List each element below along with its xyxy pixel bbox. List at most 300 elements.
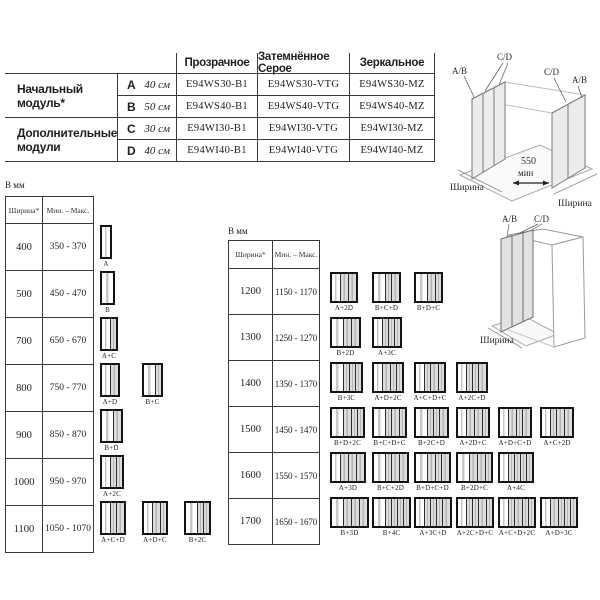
width-row-1400 (229, 360, 319, 406)
glass-panel-a (458, 409, 466, 436)
glass-panel-d (439, 409, 447, 436)
width-table-header (6, 197, 93, 223)
glass-panel-d (466, 409, 474, 436)
glass-panel-b (416, 454, 427, 481)
glass-panel-b (416, 409, 427, 436)
glass-panel-b (374, 409, 385, 436)
width-table-header (229, 241, 319, 268)
product-code: E94WI30-B1 (176, 118, 257, 140)
glass-panel-a (500, 454, 508, 481)
module-combo-A+2D (330, 272, 358, 312)
module-combo-B+C+D (372, 272, 401, 312)
glass-panel-d (356, 454, 364, 481)
combo-label: B+3D (340, 529, 359, 537)
glass-panel-c (116, 457, 122, 487)
glass-panel-c (403, 499, 409, 526)
glass-panel-c (110, 319, 116, 349)
combo-icon (372, 497, 411, 528)
product-code: E94WI40-MZ (349, 140, 435, 162)
min-max-range: 1350 - 1370 (274, 378, 318, 389)
module-combo-A+D (100, 363, 120, 406)
width-row-400 (6, 223, 93, 270)
combo-label: B+C (145, 398, 160, 406)
glass-panel-d (514, 499, 522, 526)
module-combo-B+2D (330, 317, 361, 357)
combo-label: B+2C+D (418, 439, 445, 447)
combo-label: B+C+D (374, 304, 399, 312)
width-value: 1000 (6, 459, 43, 505)
group-label-additional-modules: Дополнительные модули (5, 118, 117, 162)
combo-label: A+3D (338, 484, 358, 492)
combo-icon (372, 317, 402, 348)
module-combo-A+2C+D+C (456, 497, 494, 537)
combo-icon (100, 409, 123, 443)
corner-enclosure-diagram (450, 42, 600, 212)
module-row-c (117, 118, 176, 140)
glass-panel-d (340, 274, 348, 301)
combo-icon (372, 452, 409, 483)
glass-panel-d (442, 499, 450, 526)
module-combo-B+2C+D (414, 407, 449, 447)
combo-label: A+2D (334, 304, 354, 312)
combo-icon (414, 497, 452, 528)
glass-panel-c (526, 454, 532, 481)
combo-icon (372, 407, 407, 438)
width-table-rows (229, 268, 319, 544)
glass-panel-c (203, 503, 209, 533)
column-header-transparent: Прозрачное (176, 53, 257, 74)
glass-panel-a (374, 364, 382, 391)
glass-panel-a (542, 409, 550, 436)
width-value: 1200 (229, 269, 273, 314)
combo-label: A+2D+C (459, 439, 487, 447)
combo-label: B+C+D+C (373, 439, 406, 447)
min-max-range: 1250 - 1270 (274, 332, 318, 343)
combo-icon (330, 362, 363, 393)
combo-label: A+C (101, 352, 117, 360)
module-combo-B+D+C (414, 272, 443, 312)
module-size: 40 см (144, 144, 171, 157)
glass-panel-d (343, 319, 351, 346)
glass-panel-b (416, 274, 427, 301)
module-combo-B+D+C+D (414, 452, 451, 492)
combo-label: A+3C (378, 349, 396, 357)
combo-icon (330, 407, 365, 438)
glass-panel-b (332, 499, 343, 526)
module-combo-A+C+D (100, 501, 126, 544)
glass-panel-a (332, 274, 340, 301)
combo-label: B+2C (188, 536, 207, 544)
leader-line (499, 63, 508, 85)
column-header-tinted-grey: Затемнённое Серое (257, 53, 349, 74)
combo-label: A+4C (507, 484, 525, 492)
glass-panel-d (474, 409, 482, 436)
combo-icon (100, 225, 112, 259)
combo-icon (456, 407, 490, 438)
glass-panel-d (427, 454, 435, 481)
module-combo-B+3C (330, 362, 363, 402)
combo-label: A+C+D+2C (498, 529, 536, 537)
unit-label-mm: В мм (228, 226, 248, 236)
module-combo-A+3C (372, 317, 402, 357)
combo-label: B+D+2C (334, 439, 361, 447)
product-code: E94WS30-MZ (349, 74, 435, 96)
combo-label: B+D (104, 444, 119, 452)
combo-icon (498, 452, 534, 483)
module-combo-B+C+2D (372, 452, 409, 492)
width-value: 1600 (229, 453, 273, 498)
glass-panel-c (570, 499, 576, 526)
combo-label: A+C+D+C (413, 394, 447, 402)
width-row-1100 (6, 505, 93, 552)
module-combo-A+C (100, 317, 118, 360)
glass-panel-c (482, 409, 488, 436)
module-size: 50 см (144, 100, 171, 113)
combo-label: A+C+2D (543, 439, 571, 447)
width-table-large (228, 240, 320, 545)
glass-panel-d (427, 274, 435, 301)
combo-label: A+2C+D+C (456, 529, 494, 537)
product-code: E94WI30-MZ (349, 118, 435, 140)
glass-panel-a (102, 227, 110, 257)
glass-panel-d (508, 409, 516, 436)
leader-line (464, 76, 474, 97)
glass-panel-c (394, 319, 400, 346)
column-header-mirror: Зеркальное (349, 53, 435, 74)
module-combo-B+C (142, 363, 163, 406)
combo-label: A+D+2C (374, 394, 402, 402)
combo-icon (414, 362, 446, 393)
module-combo-A+2C (100, 455, 124, 498)
combo-icon (456, 497, 494, 528)
module-combo-A+D+2C (372, 362, 404, 402)
module-combo-B+C+D+C (372, 407, 407, 447)
width-label-left: Ширина (450, 183, 484, 193)
min-max-range: 950 - 970 (49, 477, 87, 487)
glass-panel-a (458, 499, 466, 526)
combo-label: B+D+C (416, 304, 441, 312)
unit-label-mm: В мм (5, 180, 25, 190)
glass-panel-d (550, 499, 558, 526)
glass-panel-d (116, 503, 124, 533)
combo-icon (184, 501, 211, 535)
module-combo-A+C+2D (540, 407, 574, 447)
combo-label: A+D+C+D (498, 439, 532, 447)
combo-label: A+2C+D (458, 394, 486, 402)
glass-panel-b (102, 411, 113, 441)
combo-label: A+D+C (143, 536, 167, 544)
product-code: E94WI40-B1 (176, 140, 257, 162)
combo-label: A+3C+D (419, 529, 447, 537)
width-row-1600 (229, 452, 319, 498)
module-combo-B+D (100, 409, 123, 452)
label-cd-left: C/D (497, 52, 513, 62)
combo-icon (100, 317, 118, 351)
glass-panel-b (332, 319, 343, 346)
module-row-a (117, 74, 176, 96)
combo-label: B+2D+C (461, 484, 488, 492)
glass-panel-d (351, 319, 359, 346)
label-ab-left: A/B (452, 66, 468, 76)
combo-label: A (103, 260, 109, 268)
header-width: Ширина* (229, 241, 273, 268)
glass-panel-d (359, 499, 367, 526)
combo-label: B+C+2D (377, 484, 404, 492)
width-row-1200 (229, 268, 319, 314)
combo-label: A+D (102, 398, 118, 406)
glass-panel-b (332, 364, 343, 391)
combo-icon (540, 497, 578, 528)
module-combo-A+4C (498, 452, 534, 492)
width-value: 1500 (229, 407, 273, 452)
label-cd-right: C/D (544, 67, 560, 77)
glass-panel-d (152, 503, 160, 533)
width-value: 1300 (229, 315, 273, 360)
combo-icon (456, 452, 493, 483)
module-row-b (117, 96, 176, 118)
combo-icon (330, 452, 366, 483)
width-row-500 (6, 270, 93, 317)
min-max-range: 650 - 670 (49, 336, 87, 346)
product-code: E94WI30-VTG (257, 118, 349, 140)
glass-panel-c (155, 365, 161, 395)
glass-panel-c (399, 409, 405, 436)
glass-panel-d (478, 499, 486, 526)
glass-panel-a (500, 409, 508, 436)
module-combo-A+3D (330, 452, 366, 492)
combo-icon (100, 271, 115, 305)
combo-icon (372, 272, 401, 303)
width-row-1300 (229, 314, 319, 360)
glass-panel-d (441, 454, 449, 481)
glass-panel-d (348, 274, 356, 301)
width-value: 800 (6, 365, 43, 411)
glass-panel-a (102, 319, 110, 349)
glass-panel-d (564, 409, 572, 436)
combo-icon (498, 497, 536, 528)
leader-line (578, 86, 582, 98)
width-table-small (5, 196, 94, 553)
width-label: Ширина (480, 336, 514, 346)
glass-wall (501, 230, 533, 332)
min-max-range: 1150 - 1170 (275, 286, 317, 297)
glass-panel-d (391, 454, 399, 481)
combo-icon (456, 362, 488, 393)
module-combo-B+D+2C (330, 407, 365, 447)
glass-panel-a (416, 364, 424, 391)
width-label-right: Ширина (558, 199, 592, 209)
width-row-800 (6, 364, 93, 411)
module-combo-A+2D+C (456, 407, 490, 447)
width-value: 1400 (229, 361, 273, 406)
glass-panel-b (374, 274, 385, 301)
glass-panel-b (144, 365, 155, 395)
glass-panel-d (113, 411, 121, 441)
module-combo-A+D+3C (540, 497, 578, 537)
combo-icon (414, 272, 443, 303)
glass-panel-d (556, 409, 564, 436)
combo-icon (330, 272, 358, 303)
glass-panel-a (144, 503, 152, 533)
module-combo-A+C+D+C (414, 362, 446, 402)
label-cd: C/D (534, 214, 550, 224)
glass-panel-c (438, 364, 444, 391)
combo-label: B+3C (337, 394, 356, 402)
product-code: E94WS30-B1 (176, 74, 257, 96)
product-code: E94WS40-B1 (176, 96, 257, 118)
glass-panel-d (340, 454, 348, 481)
combo-label: B (105, 306, 110, 314)
product-code-table (5, 53, 435, 162)
width-value: 1100 (6, 506, 43, 552)
combo-label: A+D+3C (545, 529, 573, 537)
glass-panel-b (332, 409, 343, 436)
width-table-rows (6, 223, 93, 552)
glass-panel-d (382, 364, 390, 391)
combo-label: B+2D (336, 349, 355, 357)
module-letter: B (127, 99, 136, 114)
glass-panel-d (391, 274, 399, 301)
width-value: 900 (6, 412, 43, 458)
module-row-d (117, 140, 176, 162)
min-max-range: 1550 - 1570 (274, 470, 318, 481)
label-ab: A/B (502, 214, 518, 224)
glass-panel-d (399, 454, 407, 481)
module-size: 40 см (144, 78, 171, 91)
glass-panel-d (477, 454, 485, 481)
glass-panel-a (102, 365, 110, 395)
dim-550: 550 (521, 156, 536, 167)
width-row-700 (6, 317, 93, 364)
combo-icon (100, 501, 126, 535)
width-row-900 (6, 411, 93, 458)
glass-panel-a (102, 503, 110, 533)
min-max-range: 1650 - 1670 (274, 516, 318, 527)
width-value: 500 (6, 271, 43, 317)
combo-label: A+C+D (101, 536, 125, 544)
glass-panel-b (374, 499, 385, 526)
glass-panel-d (522, 409, 530, 436)
module-combo-A (100, 225, 112, 268)
module-combo-B (100, 271, 115, 314)
combo-icon (142, 501, 168, 535)
glass-panel-b (374, 454, 385, 481)
product-code: E94WS30-VTG (257, 74, 349, 96)
glass-panel-c (396, 364, 402, 391)
glass-panel-d (391, 409, 399, 436)
box-side (552, 237, 585, 347)
glass-panel-d (343, 409, 351, 436)
module-letter: A (127, 77, 136, 92)
glass-panel-c (485, 454, 491, 481)
module-combo-B+2D+C (456, 452, 493, 492)
table-corner-cell (5, 53, 176, 74)
label-ab-right: A/B (572, 75, 588, 85)
product-code: E94WS40-VTG (257, 96, 349, 118)
glass-panel-d (110, 365, 118, 395)
min-max-range: 850 - 870 (49, 430, 87, 440)
glass-panel-a (374, 319, 382, 346)
width-row-1500 (229, 406, 319, 452)
header-min-max: Мин. – Макс. (274, 250, 318, 259)
module-combo-A+D+C+D (498, 407, 532, 447)
glass-panel-d (478, 364, 486, 391)
product-code: E94WI40-VTG (257, 140, 349, 162)
glass-panel-a (332, 454, 340, 481)
glass-panel-b (102, 273, 113, 303)
single-wall-diagram (478, 212, 600, 352)
glass-panel-a (500, 499, 508, 526)
width-row-1000 (6, 458, 93, 505)
header-min-max: Мин. – Макс. (46, 205, 90, 215)
dim-min: мин (518, 168, 534, 178)
min-max-range: 450 - 470 (49, 289, 87, 299)
glass-panel-a (542, 499, 550, 526)
width-value: 1700 (229, 499, 273, 544)
combo-label: A+2C (103, 490, 121, 498)
glass-panel-c (528, 499, 534, 526)
combo-label: B+4C (382, 529, 401, 537)
glass-panel-c (486, 499, 492, 526)
combo-label: B+D+C+D (416, 484, 449, 492)
module-combo-A+3C+D (414, 497, 452, 537)
glass-panel-d (343, 499, 351, 526)
module-combo-A+C+D+2C (498, 497, 536, 537)
width-value: 700 (6, 318, 43, 364)
glass-panel-a (416, 499, 424, 526)
module-combo-B+2C (184, 501, 211, 544)
module-combo-B+4C (372, 497, 411, 537)
glass-panel-a (102, 457, 110, 487)
combo-icon (540, 407, 574, 438)
combo-icon (372, 362, 404, 393)
module-combo-A+D+C (142, 501, 168, 544)
min-max-range: 750 - 770 (49, 383, 87, 393)
glass-panel-d (348, 454, 356, 481)
glass-panel-d (351, 499, 359, 526)
combo-icon (100, 363, 120, 397)
combo-icon (330, 497, 369, 528)
glass-panel-c (435, 274, 441, 301)
group-label-initial-module: Начальный модуль* (5, 74, 117, 118)
glass-panel-b (458, 454, 469, 481)
product-code: E94WS40-MZ (349, 96, 435, 118)
min-max-range: 1050 - 1070 (45, 524, 91, 534)
module-size: 30 см (144, 122, 171, 135)
header-width: Ширина* (6, 197, 43, 223)
glass-panel-c (357, 409, 363, 436)
module-combo-A+2C+D (456, 362, 488, 402)
min-max-range: 350 - 370 (49, 242, 87, 252)
glass-panel-c (160, 503, 166, 533)
width-row-1700 (229, 498, 319, 544)
combo-icon (100, 455, 124, 489)
module-letter: C (127, 121, 136, 136)
combo-icon (414, 452, 451, 483)
combo-icon (142, 363, 163, 397)
width-value: 400 (6, 224, 43, 270)
glass-panel-a (458, 364, 466, 391)
combo-icon (330, 317, 361, 348)
combo-icon (414, 407, 449, 438)
glass-panel-d (430, 364, 438, 391)
glass-panel-d (469, 454, 477, 481)
combo-icon (498, 407, 532, 438)
module-combo-B+3D (330, 497, 369, 537)
glass-panel-b (186, 503, 197, 533)
combo-icons-small (100, 222, 225, 544)
min-max-range: 1450 - 1470 (274, 424, 318, 435)
